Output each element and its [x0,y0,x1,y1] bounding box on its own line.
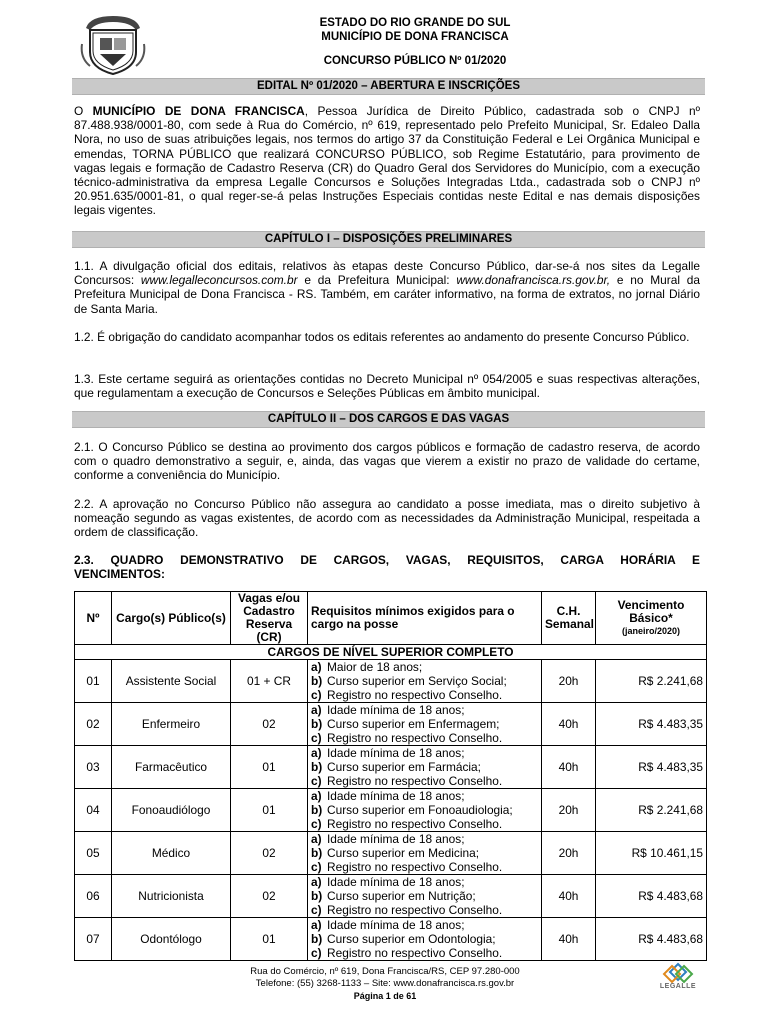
link-legalle-site[interactable]: www.legalleconcursos.com.br [140,273,298,288]
cell-requisitos [308,703,542,746]
requirement-item: c) Registro no respectivo Conselho. [311,817,503,831]
cell-vagas: 01 [231,918,308,961]
cell-requisitos [308,746,542,789]
requirement-item: a) Maior de 18 anos; [311,660,423,674]
paragraph-1-3: 1.3. Este certame seguirá as orientações contidas no Decreto Municipal nº 054/2005 e suas respectivas alterações, que regulamentam a execução de Concursos e Seleções Públicas em âmbito municipal. [74,372,700,401]
cell-vagas: 02 [231,875,308,918]
table-header-row [75,592,707,645]
cell-ch: 40h [542,746,596,789]
cell-ch: 20h [542,832,596,875]
paragraph-2-1: 2.1. O Concurso Público se destina ao provimento dos cargos públicos e formação de cadastro reserva, de acordo com o quadro demonstrativo a seguir, e, ainda, das vagas que vierem a existir no prazo de validade do certame, conforme a conveniência do Município. [74,440,700,483]
cell-cargo: Nutricionista [112,875,231,918]
cell-vagas: 02 [231,832,308,875]
cell-num: 07 [75,918,112,961]
footer-phone: Telefone: (55) 3268-1133 – Site: www.donafrancisca.rs.gov.br [255,978,515,989]
table-row [75,746,707,789]
cell-cargo: Farmacêutico [112,746,231,789]
cell-num: 06 [75,875,112,918]
table-row [75,789,707,832]
link-prefeitura-site[interactable]: www.donafrancisca.rs.gov.br, [456,273,611,288]
cell-cargo: Fonoaudiólogo [112,789,231,832]
cell-ch: 40h [542,918,596,961]
cell-vagas: 01 [231,746,308,789]
requirement-item: a) Idade mínima de 18 anos; [311,918,465,932]
requirement-item: c) Registro no respectivo Conselho. [311,731,503,745]
cell-ch: 40h [542,703,596,746]
requirement-item: c) Registro no respectivo Conselho. [311,860,503,874]
cell-cargo: Enfermeiro [112,703,231,746]
cell-num: 05 [75,832,112,875]
table-row [75,918,707,961]
requirement-item: a) Idade mínima de 18 anos; [311,789,465,803]
table-row [75,703,707,746]
legalle-logo-icon [658,962,698,984]
section-row [75,645,707,660]
requirement-item: b) Curso superior em Odontologia; [311,932,496,946]
col-header-requisitos: Requisitos mínimos exigidos para o cargo na posse [308,592,542,645]
cell-vencimento: R$ 4.483,35 [596,703,707,746]
cell-ch: 40h [542,875,596,918]
cell-requisitos [308,660,542,703]
paragraph-1-1: 1.1. A divulgação oficial dos editais, relativos às etapas deste Concurso Público, dar-se-á nos sites da Legalle Concursos: www.legalleconcursos.com.br e da Prefeitura Municipal: www.donafrancisca.rs.gov.br, e no Mural da Prefeitura Municipal de Dona Francisca - RS. Também, em caráter informativo, na forma de extratos, no jornal Diário de Santa Maria. [74,259,700,316]
requirement-item: b) Curso superior em Farmácia; [311,760,481,774]
requirement-item: a) Idade mínima de 18 anos; [311,875,465,889]
intro-paragraph: O MUNICÍPIO DE DONA FRANCISCA, Pessoa Jurídica de Direito Público, cadastrada sob o CNPJ nº 87.488.938/0001-80, com sede à Rua do Comércio, nº 619, representado pelo Prefeito Municipal, Sr. Edaleo Dalla Nora, no uso de suas atribuições legais, nos termos do artigo 37 da Constituição Federal e Lei Orgânica Municipal e emendas, TORNA PÚBLICO que realizará CONCURSO PÚBLICO, sob Regime Estatutário, para provimento de vagas legais e formação de Cadastro Reserva (CR) do Quadro Geral dos Servidores do Município, com a execução técnico-administrativa da empresa Legalle Concursos e Soluções Integradas Ltda., cadastrada sob o CNPJ nº 20.951.635/0001-81, o qual reger-se-á pelas Instruções Especiais contidas neste Edital e nas demais disposições legais vigentes. [74,104,700,218]
cell-vencimento: R$ 4.483,68 [596,875,707,918]
cell-num: 01 [75,660,112,703]
requirement-item: b) Curso superior em Enfermagem; [311,717,500,731]
cell-ch: 20h [542,789,596,832]
table-row [75,875,707,918]
col-header-num: Nº [75,592,112,645]
requirement-item: a) Idade mínima de 18 anos; [311,746,465,760]
paragraph-2-3-heading: 2.3. QUADRO DEMONSTRATIVO DE CARGOS, VAGAS, REQUISITOS, CARGA HORÁRIA E VENCIMENTOS: [74,553,700,582]
cell-cargo: Odontólogo [112,918,231,961]
cell-cargo: Médico [112,832,231,875]
cell-requisitos [308,832,542,875]
requirement-item: b) Curso superior em Medicina; [311,846,479,860]
cell-vencimento: R$ 2.241,68 [596,789,707,832]
page-number: Página 1 de 61 [353,991,417,1001]
footer-address: Rua do Comércio, nº 619, Dona Francisca/RS, CEP 97.280-000 [250,966,520,977]
section-label: CARGOS DE NÍVEL SUPERIOR COMPLETO [75,645,707,660]
col-header-vencimento: Vencimento Básico* (janeiro/2020) [596,592,707,645]
requirement-item: a) Idade mínima de 18 anos; [311,703,465,717]
requirement-item: b) Curso superior em Nutrição; [311,889,476,903]
cell-vencimento: R$ 10.461,15 [596,832,707,875]
requirement-item: c) Registro no respectivo Conselho. [311,774,503,788]
paragraph-1-2: 1.2. É obrigação do candidato acompanhar todos os editais referentes ao andamento do presente Concurso Público. [74,330,690,344]
cell-num: 04 [75,789,112,832]
chapter2-title-band: CAPÍTULO II – DOS CARGOS E DAS VAGAS [72,411,705,428]
requirement-item: c) Registro no respectivo Conselho. [311,688,503,702]
cell-vagas: 01 + CR [231,660,308,703]
requirement-item: c) Registro no respectivo Conselho. [311,946,503,960]
edital-title-band: EDITAL Nº 01/2020 – ABERTURA E INSCRIÇÕES [72,78,705,95]
col-header-cargo: Cargo(s) Público(s) [112,592,231,645]
requirement-item: c) Registro no respectivo Conselho. [311,903,503,917]
col-header-ch: C.H. Semanal [542,592,596,645]
requirement-item: b) Curso superior em Fonoaudiologia; [311,803,513,817]
header-contest: CONCURSO PÚBLICO Nº 01/2020 [323,55,507,67]
cell-requisitos [308,789,542,832]
header-municipality: MUNICÍPIO DE DONA FRANCISCA [321,31,509,43]
chapter1-title-band: CAPÍTULO I – DISPOSIÇÕES PRELIMINARES [72,231,705,248]
positions-table [74,591,707,961]
cell-cargo: Assistente Social [112,660,231,703]
cell-requisitos [308,918,542,961]
cell-num: 02 [75,703,112,746]
legalle-logo [658,962,698,998]
table-row [75,660,707,703]
table-row [75,832,707,875]
municipal-coat-of-arms-icon [80,14,146,76]
municipality-name: MUNICÍPIO DE DONA FRANCISCA [92,104,305,118]
cell-vencimento: R$ 4.483,68 [596,918,707,961]
cell-vencimento: R$ 4.483,35 [596,746,707,789]
cell-vencimento: R$ 2.241,68 [596,660,707,703]
cell-ch: 20h [542,660,596,703]
cell-num: 03 [75,746,112,789]
cell-vagas: 02 [231,703,308,746]
paragraph-2-2: 2.2. A aprovação no Concurso Público não assegura ao candidato a posse imediata, mas o direito subjetivo à nomeação segundo as vagas existentes, de acordo com as necessidades da Administração Municipal, respeitada a ordem de classificação. [74,497,700,540]
requirement-item: b) Curso superior em Serviço Social; [311,674,507,688]
cell-requisitos [308,875,542,918]
legalle-logo-text: LEGALLE [659,983,697,990]
col-header-vagas: Vagas e/ou Cadastro Reserva (CR) [231,592,308,645]
cell-vagas: 01 [231,789,308,832]
requirement-item: a) Idade mínima de 18 anos; [311,832,465,846]
header-state: ESTADO DO RIO GRANDE DO SUL [319,17,511,29]
